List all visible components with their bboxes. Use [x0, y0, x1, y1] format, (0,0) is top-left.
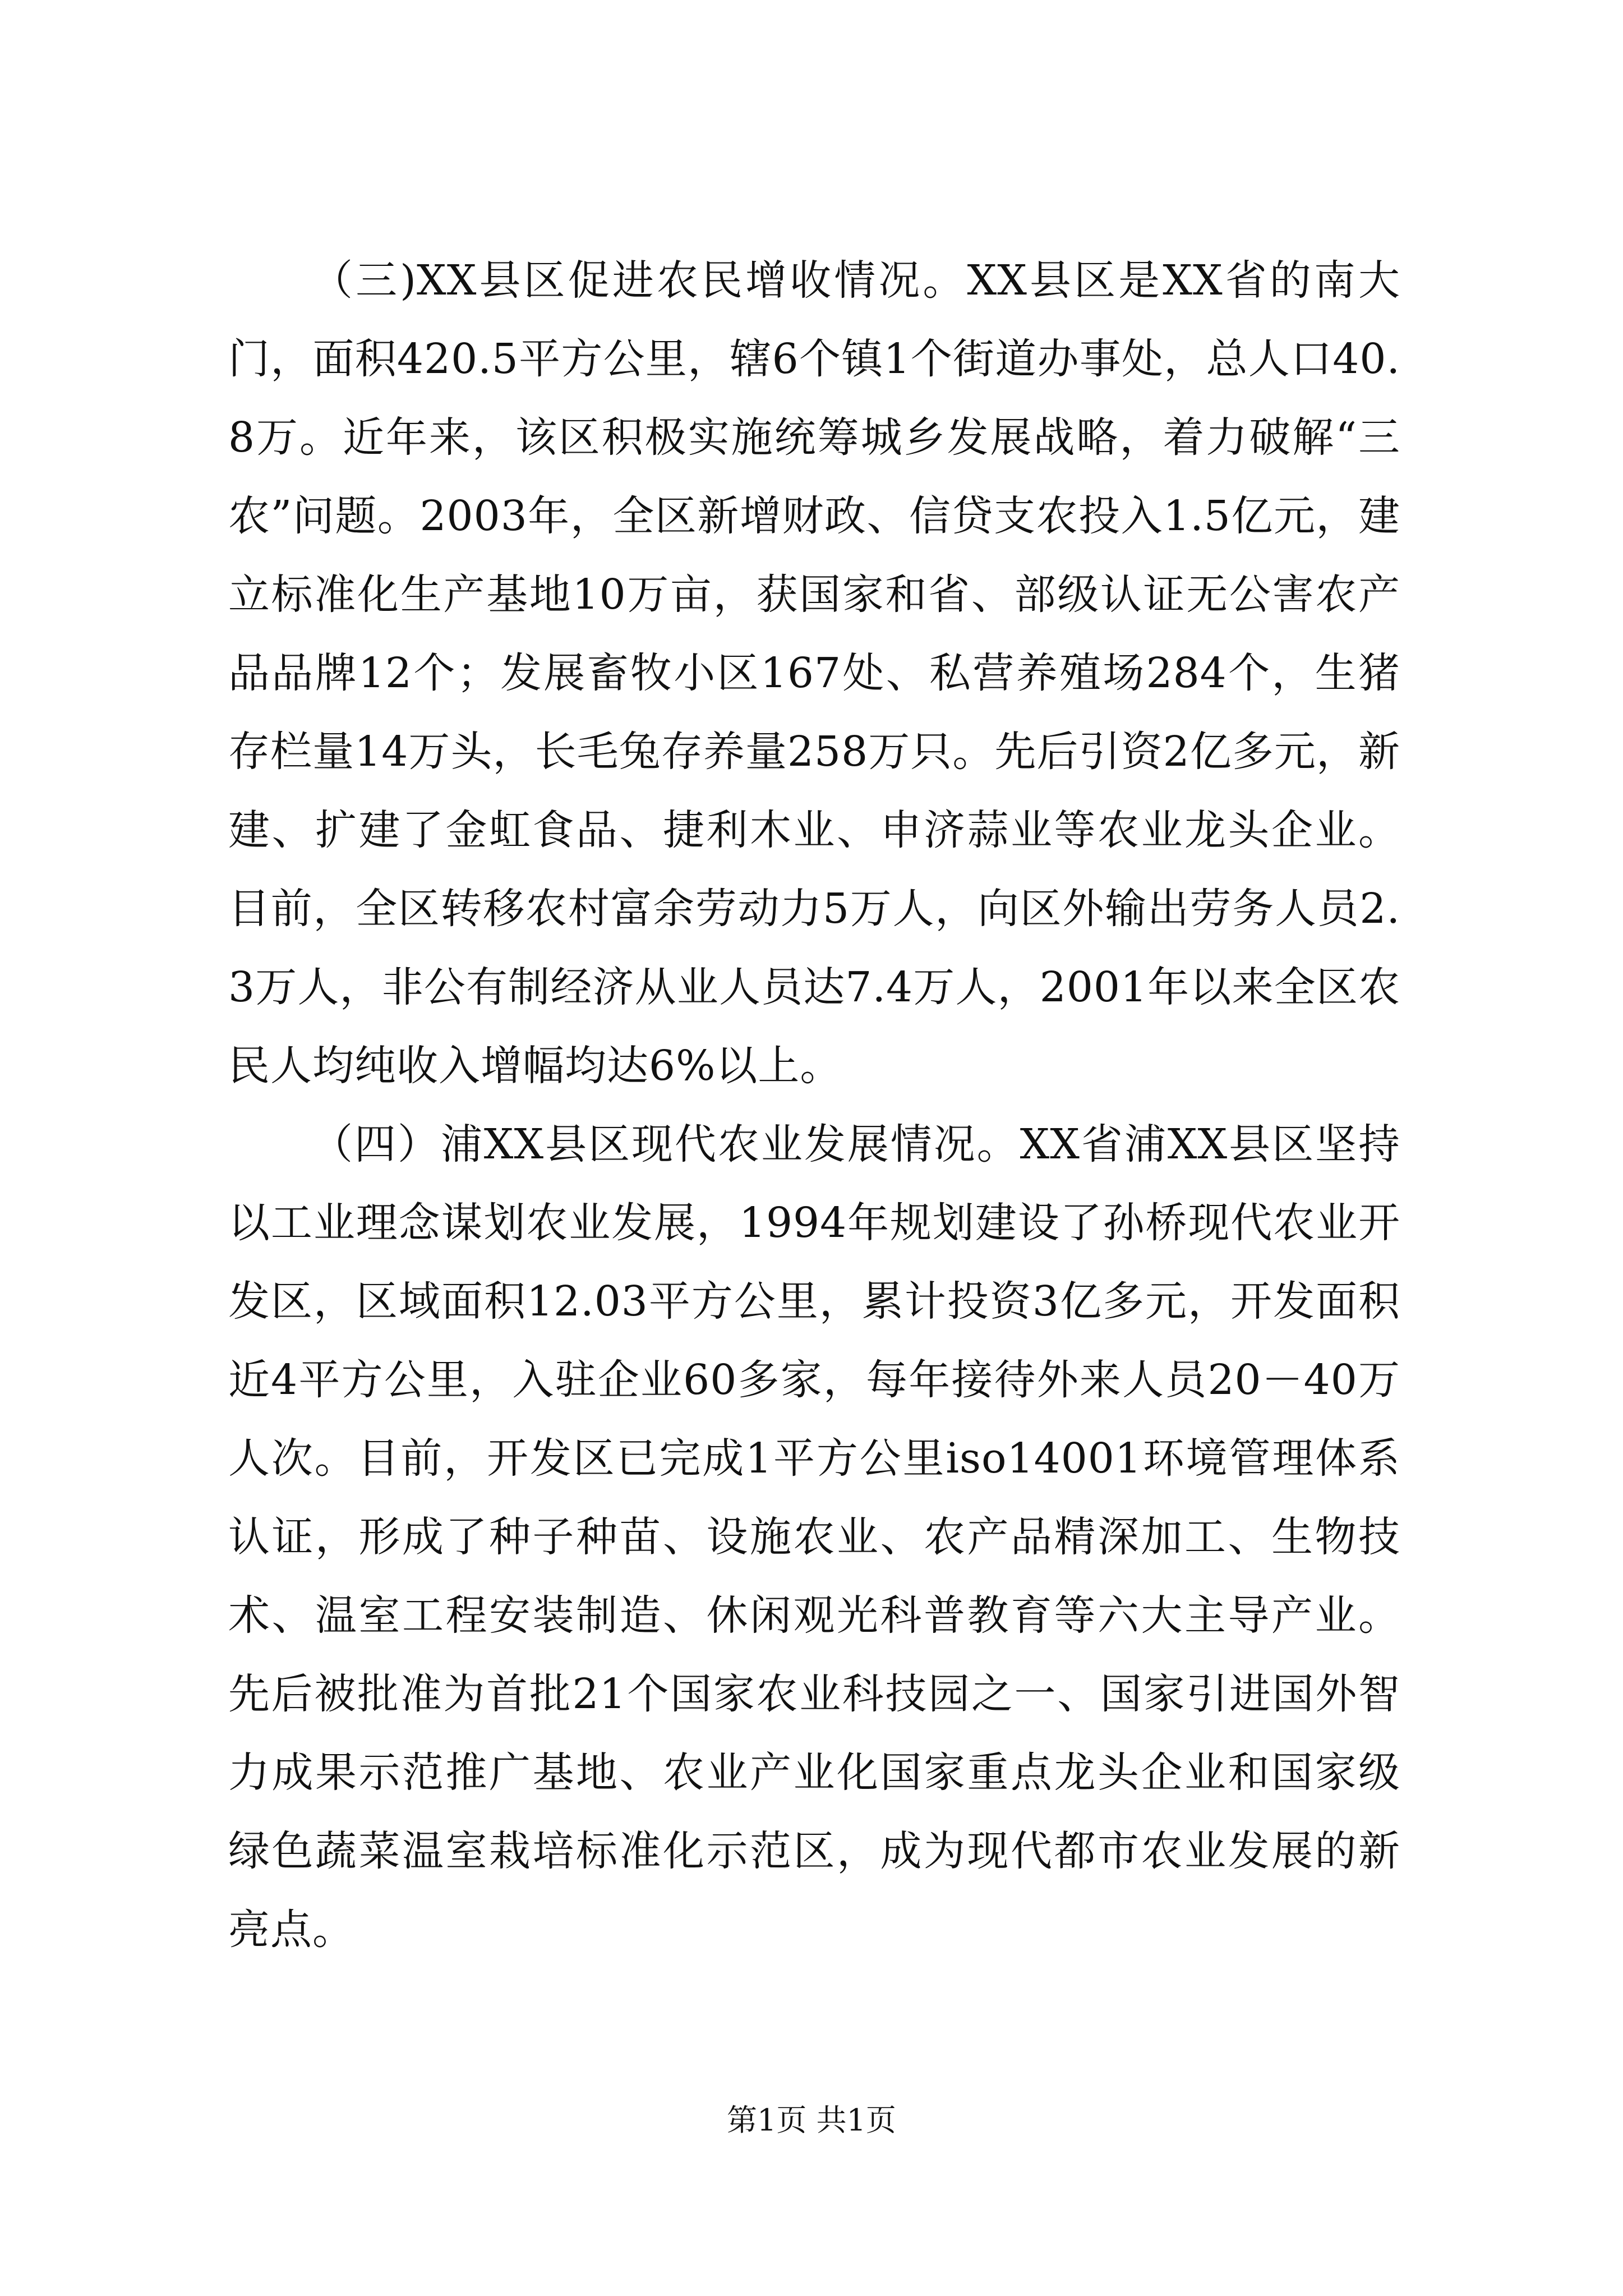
paragraph-farmer-income: （三)XX县区促进农民增收情况。XX县区是XX省的南大门，面积420.5平方公里，辖6个镇1个街道办事处，总人口40.8万。近年来，该区积极实施统筹城乡发展战略，着力破解“三农”问题。2003年，全区新增财政、信贷支农投入1.5亿元，建立标准化生产基地10万亩，获国家和省、部级认证无公害农产品品牌12个；发展畜牧小区167处、私营养殖场284个，生猪存栏量14万头，长毛兔存养量258万只。先后引资2亿多元，新建、扩建了金虹食品、捷利木业、申济蒜业等农业龙头企业。目前，全区转移农村富余劳动力5万人，向区外输出劳务人员2.3万人，非公有制经济从业人员达7.4万人，2001年以来全区农民人均纯收入增幅均达6%以上。 [228, 256, 1400, 1090]
paragraph-modern-agriculture: （四）浦XX县区现代农业发展情况。XX省浦XX县区坚持以工业理念谋划农业发展，1994年规划建设了孙桥现代农业开发区，区域面积12.03平方公里，累计投资3亿多元，开发面积近4平方公里，入驻企业60多家，每年接待外来人员20－40万人次。目前，开发区已完成1平方公里iso14001环境管理体系认证，形成了种子种苗、设施农业、农产品精深加工、生物技术、温室工程安装制造、休闲观光科普教育等六大主导产业。先后被批准为首批21个国家农业科技园之一、国家引进国外智力成果示范推广基地、农业产业化国家重点龙头企业和国家级绿色蔬菜温室栽培标准化示范区，成为现代都市农业发展的新亮点。 [228, 1120, 1400, 1954]
page-footer: 第1页 共1页 [727, 2102, 896, 2138]
document-body [228, 241, 1400, 1969]
